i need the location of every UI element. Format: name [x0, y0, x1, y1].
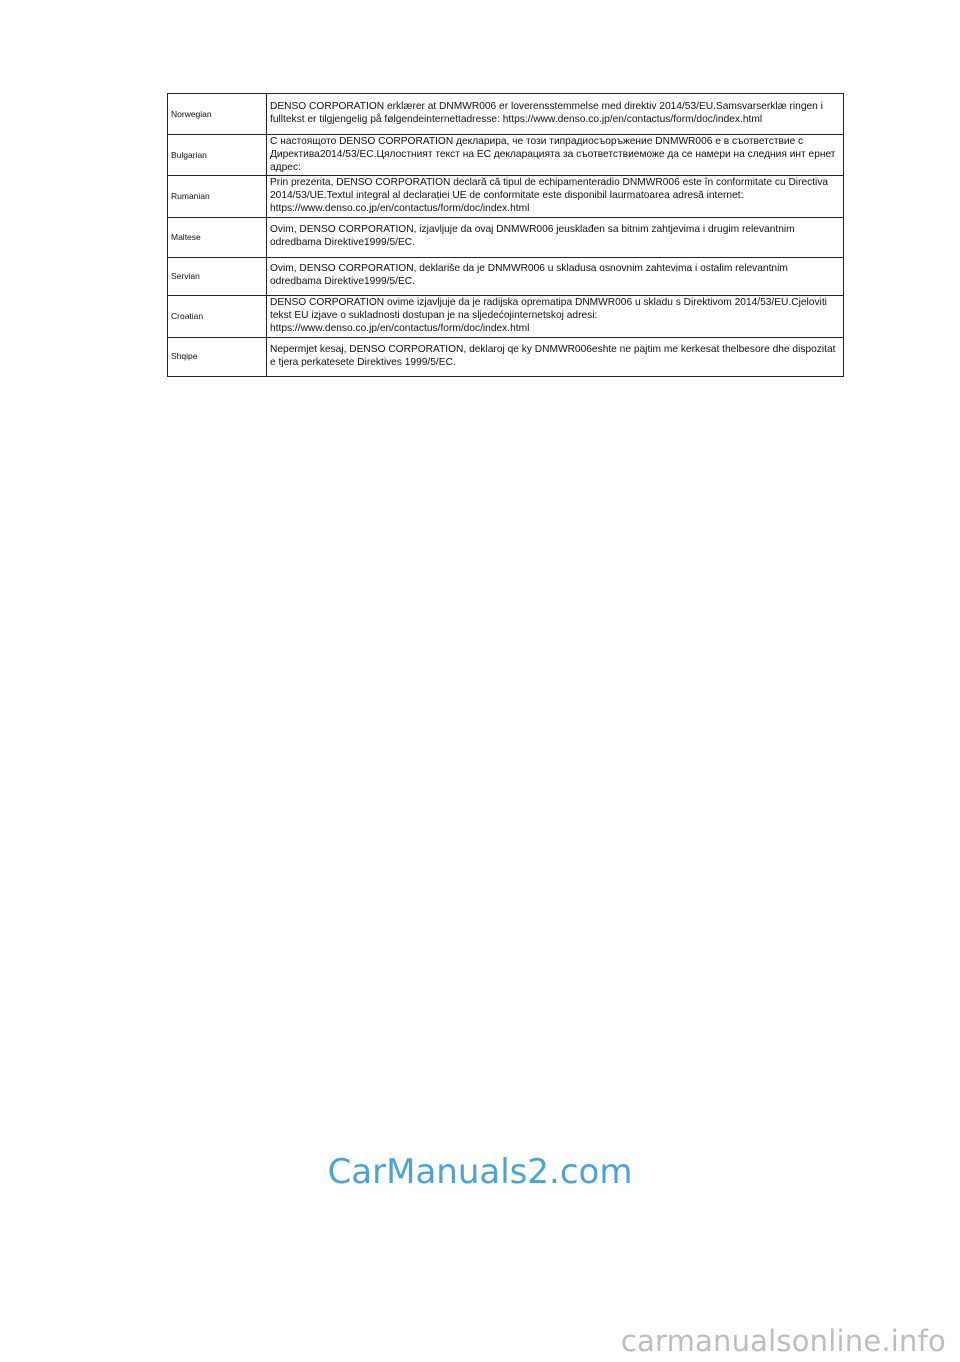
table-row — [168, 176, 844, 217]
table-row — [168, 217, 844, 257]
table-row — [168, 135, 844, 176]
language-cell: Shqipe — [168, 337, 267, 376]
table-row — [168, 257, 844, 295]
language-cell: Servian — [168, 257, 267, 295]
declaration-text: С настоящото DENSO CORPORATION декларира, че този типрадиосъоръжение DNMWR006 е в съответствие с Директива2014/53/ЕС.Цялостният текст на ЕС декларацията за съответствиеможе да се намери на следния инт ернет адрес: — [267, 135, 844, 176]
table-row — [168, 295, 844, 337]
language-cell: Maltese — [168, 217, 267, 257]
table-row — [168, 94, 844, 135]
declaration-text: Nepermjet kesaj, DENSO CORPORATION, deklaroj qe ky DNMWR006eshte ne pajtim me kerkesat thelbesore dhe dispozitat e tjera perkatesete Direktives 1999/5/EC. — [267, 337, 844, 376]
language-cell: Croatian — [168, 295, 267, 337]
declaration-text: Ovim, DENSO CORPORATION, izjavljuje da ovaj DNMWR006 jeusklađen sa bitnim zahtjevima i drugim relevantnim odredbama Direktive1999/5/EC. — [267, 217, 844, 257]
watermark-link[interactable]: CarManuals2.com — [327, 1152, 633, 1192]
declaration-text: Prin prezenta, DENSO CORPORATION declară că tipul de echipamenteradio DNMWR006 este în conformitate cu Directiva 2014/53/UE.Textul integral al declarației UE de conformitate este disponibil laurmatoarea adresă internet: https://www.denso.co.jp/en/contactus/form/doc/index.html — [267, 176, 844, 217]
table-row — [168, 337, 844, 376]
declaration-text: DENSO CORPORATION erklærer at DNMWR006 er loverensstemmelse med direktiv 2014/53/EU.Samsvarserklæ ringen i fulltekst er tilgjengelig på følgendeinternettadresse: https://www.denso.co.jp/en/contactus/form/doc/index.html — [267, 94, 844, 135]
footer-site-logo: carmanualsonline.info — [620, 1324, 946, 1358]
language-cell: Bulgarian — [168, 135, 267, 176]
language-cell: Norwegian — [168, 94, 267, 135]
language-cell: Rumanian — [168, 176, 267, 217]
declaration-text: DENSO CORPORATION ovime izjavljuje da je radijska oprematipa DNMWR006 u skladu s Direktivom 2014/53/EU.Cjeloviti tekst EU izjave o sukladnosti dostupan je na sljedećojinternetskoj adresi: https://www.denso.co.jp/en/contactus/form/doc/index.html — [267, 295, 844, 337]
declaration-table — [167, 93, 844, 377]
declaration-text: Ovim, DENSO CORPORATION, deklariše da je DNMWR006 u skladusa osnovnim zahtevima i ostalim relevantnim odredbama Direktive1999/5/EC. — [267, 257, 844, 295]
